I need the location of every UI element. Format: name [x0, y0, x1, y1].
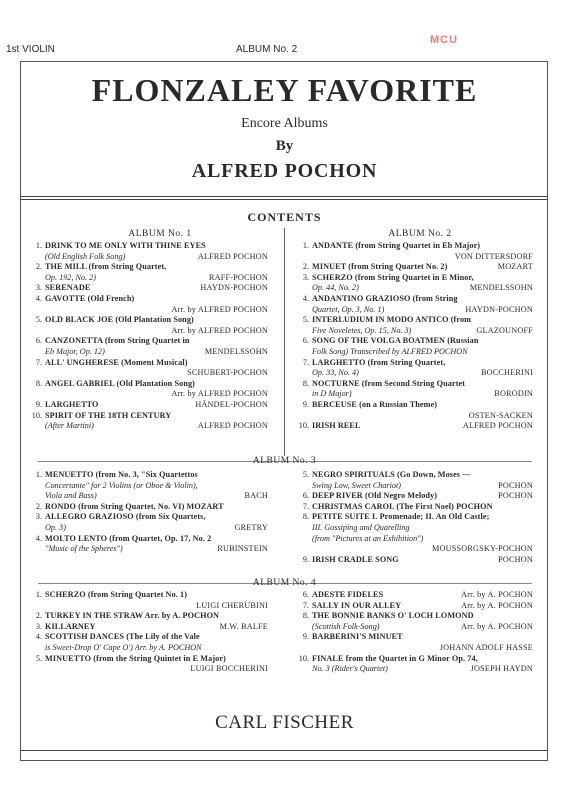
entry-detail: Eb Major, Op. 12) — [45, 346, 105, 356]
entry-number: 5. — [302, 470, 309, 479]
contents-entry — [293, 470, 533, 491]
entry-arranger — [264, 502, 268, 513]
entry-arranger — [264, 643, 268, 654]
entry-arranger: Arr. by ALFRED POCHON — [171, 304, 268, 314]
entry-title: SERENADE — [45, 283, 91, 293]
entry-title: SCHERZO (from String Quartet No. 1) — [45, 590, 188, 599]
entry-arranger — [264, 470, 268, 481]
entry-arranger: Arr. by ALFRED POCHON — [171, 389, 268, 399]
entry-title: LARGHETTO (from String Quartet, — [312, 357, 446, 367]
entry-arranger — [529, 315, 533, 326]
contents-entry — [293, 590, 533, 601]
entry-arranger: Arr. by A. POCHON — [461, 600, 533, 610]
entry-number: 2. — [35, 611, 42, 621]
entry-title: SCHERZO (from String Quartet in E Minor, — [312, 272, 474, 282]
entry-detail: Five Noveletes, Op. 15, No. 3) — [312, 325, 412, 335]
entry-arranger — [264, 534, 268, 545]
entry-arranger — [264, 590, 268, 601]
entry-arranger — [529, 512, 533, 523]
contents-entry — [26, 241, 268, 262]
entry-number: 1. — [35, 241, 42, 250]
entry-number: 10. — [298, 421, 309, 431]
entry-detail: Swing Low, Sweet Chariot) — [312, 480, 402, 490]
entry-number: 6. — [35, 336, 42, 346]
entry-title: TURKEY IN THE STRAW Arr. by A. POCHON — [45, 611, 220, 621]
entry-arranger — [264, 512, 268, 523]
contents-entry — [293, 241, 533, 262]
entry-arranger: GRETRY — [234, 522, 268, 532]
entry-number: 10. — [31, 410, 42, 420]
entry-arranger — [529, 654, 533, 665]
contents-entry — [26, 411, 268, 432]
page-title: FLONZALEY FAVORITE — [91, 72, 478, 108]
entry-arranger — [529, 523, 533, 534]
entry-arranger — [264, 262, 268, 273]
contents-entry — [293, 421, 533, 432]
entry-number: 3. — [35, 621, 42, 631]
author: ALFRED POCHON — [191, 160, 378, 182]
entry-title: SALLY IN OUR ALLEY — [312, 600, 402, 610]
entry-arranger — [264, 481, 268, 492]
entry-arranger: Arr. by A. POCHON — [461, 590, 533, 599]
entry-number: 5. — [302, 315, 309, 325]
entry-number: 3. — [302, 272, 309, 282]
entry-arranger — [264, 358, 268, 369]
contents-entry — [26, 358, 268, 379]
entry-title: PETITE SUITE I. Promenade; II. An Old Castle; — [312, 512, 490, 522]
entry-number: 3. — [35, 283, 42, 293]
entry-number: 6. — [302, 491, 309, 501]
album-label: ALBUM No. 2 — [236, 44, 298, 55]
entry-number: 9. — [35, 400, 42, 409]
entry-detail: (After Martini) — [45, 421, 94, 431]
entry-title: OLD BLACK JOE (Old Plantation Song) — [45, 315, 194, 325]
entry-arranger: RAFF-POCHON — [208, 272, 268, 282]
entry-arranger — [529, 347, 533, 358]
entry-detail: Op. 44, No. 2) — [312, 283, 359, 293]
entry-arranger — [529, 336, 533, 347]
entry-title: DEEP RIVER (Old Negro Melody) — [312, 491, 438, 501]
subtitle: Encore Albums — [241, 116, 328, 131]
contents-entry — [293, 336, 533, 357]
contents-entry — [26, 470, 268, 502]
entry-arranger: MENDELSSOHN — [204, 346, 268, 356]
entry-number: 6. — [302, 590, 309, 599]
entry-arranger: ALFRED POCHON — [462, 421, 533, 431]
entry-title: DRINK TO ME ONLY WITH THINE EYES — [45, 241, 206, 250]
entry-arranger: ALFRED POCHON — [197, 251, 268, 261]
part-label: 1st VIOLIN — [6, 44, 55, 55]
contents-entry — [293, 654, 533, 675]
entry-title: THE MILL (from String Quartet, — [45, 262, 167, 272]
entry-arranger: MOUSSORGSKY-POCHON — [432, 544, 533, 554]
by-line: By — [275, 138, 294, 154]
entry-number: 4. — [35, 294, 42, 303]
entry-arranger: POCHON — [498, 480, 533, 490]
entry-arranger — [529, 294, 533, 305]
entry-arranger — [529, 470, 533, 481]
entry-arranger — [264, 336, 268, 347]
entry-detail: (Old English Folk Song) — [45, 251, 126, 261]
entry-arranger: HÄNDEL-POCHON — [195, 400, 268, 409]
contents-entry — [26, 294, 268, 315]
entry-arranger — [529, 502, 533, 513]
entry-number: 1. — [35, 590, 42, 599]
entry-title: SPIRIT OF THE 18TH CENTURY — [45, 410, 172, 420]
entry-arranger — [264, 294, 268, 305]
stamp-mark: MCU — [430, 34, 459, 46]
entry-number: 8. — [302, 378, 309, 388]
contents-entry — [26, 262, 268, 283]
entry-title: FINALE from the Quartet in G Minor Op. 74, — [312, 653, 478, 663]
entry-title: INTERLUDIUM IN MODO ANTICO (from — [312, 315, 472, 325]
entry-arranger — [529, 534, 533, 545]
entry-arranger: ALFRED POCHON — [197, 421, 268, 431]
contents-entry — [293, 555, 533, 566]
entry-title: RONDO (from String Quartet, No. VI) MOZART — [45, 501, 224, 511]
contents-entry — [26, 622, 268, 633]
entry-title: IRISH REEL — [312, 421, 361, 431]
entry-title: ANDANTE (from String Quartet in Eb Major) — [312, 241, 481, 250]
entry-number: 9. — [302, 632, 309, 642]
album-3-heading: ALBUM No. 3 — [252, 456, 317, 466]
entry-arranger: M.W. BALFE — [219, 621, 268, 631]
divider-top-2 — [20, 199, 548, 200]
entry-arranger: BOCCHERINI — [480, 368, 533, 378]
entry-title: GAVOTTE (Old French) — [45, 294, 135, 303]
entry-number: 1. — [302, 241, 309, 250]
entry-title: MINUETTO (from the String Quintet in E Major) — [45, 653, 226, 663]
entry-number: 3. — [35, 512, 42, 522]
entry-title: KILLARNEY — [45, 621, 96, 631]
album-2-heading: ALBUM No. 2 — [388, 229, 452, 239]
contents-entry — [293, 601, 533, 612]
entry-arranger: POCHON — [498, 554, 533, 564]
entry-number: 4. — [35, 632, 42, 642]
contents-entry — [26, 336, 268, 357]
contents-entry — [293, 632, 533, 653]
contents-entry — [293, 502, 533, 513]
entry-title: MINUET (from String Quartet No. 2) — [312, 262, 448, 272]
entry-title: NEGRO SPIRITUALS (Go Down, Moses — — [312, 470, 471, 479]
entry-arranger — [264, 379, 268, 390]
entry-arranger — [264, 632, 268, 643]
entry-number: 8. — [302, 611, 309, 621]
contents-entry — [293, 358, 533, 379]
entry-number: 2. — [35, 501, 42, 511]
entry-arranger: MOZART — [497, 262, 533, 272]
entry-arranger: LUIGI BOCCHERINI — [190, 664, 268, 674]
entry-number: 6. — [302, 336, 309, 346]
entry-detail: Concertante" for 2 Violins (or Oboe & Violin), — [45, 480, 198, 490]
entry-detail: Quartet, Op. 3, No. 1) — [312, 304, 385, 314]
entry-arranger — [264, 654, 268, 665]
entry-number: 10. — [298, 653, 309, 663]
entry-number: 1. — [35, 470, 42, 479]
entry-number: 4. — [35, 533, 42, 543]
entry-arranger — [264, 241, 268, 252]
entry-arranger — [529, 273, 533, 284]
contents-entry — [293, 512, 533, 554]
entry-arranger: POCHON — [498, 491, 533, 501]
entry-title: SONG OF THE VOLGA BOATMEN (Russian — [312, 336, 479, 346]
entry-arranger: Arr. by A. POCHON — [461, 621, 533, 631]
entry-detail: (Scottish Folk-Song) — [312, 621, 380, 631]
entry-arranger — [529, 379, 533, 390]
entry-arranger — [529, 632, 533, 643]
entry-title: BERCEUSE (on a Russian Theme) — [312, 400, 438, 409]
entry-title: LARGHETTO — [45, 400, 99, 409]
contents-entry — [26, 512, 268, 533]
contents-entry — [26, 632, 268, 653]
contents-entry — [293, 315, 533, 336]
entry-title: NOCTURNE (from Second String Quartet — [312, 378, 466, 388]
contents-entry — [26, 590, 268, 611]
entry-arranger — [529, 358, 533, 369]
entry-arranger — [529, 400, 533, 411]
contents-entry — [293, 294, 533, 315]
album-4-heading: ALBUM No. 4 — [252, 578, 317, 588]
entry-detail: Op. 33, No. 4) — [312, 368, 359, 378]
entry-title: ALLEGRO GRAZIOSO (from Six Quartets, — [45, 512, 206, 522]
entry-detail: Viola and Bass) — [45, 491, 97, 501]
entry-detail: (from "Pictures at an Exhibition") — [312, 533, 424, 543]
entry-arranger: Arr. by ALFRED POCHON — [171, 325, 268, 335]
entry-arranger: MENDELSSOHN — [469, 283, 533, 293]
entry-arranger: BACH — [244, 491, 268, 501]
album-1-heading: ALBUM No. 1 — [128, 229, 192, 239]
contents-entry — [26, 315, 268, 336]
contents-entry — [26, 283, 268, 294]
entry-detail: in D Major) — [312, 389, 352, 399]
entry-title: CHRISTMAS CAROL (The First Noel) POCHON — [312, 501, 493, 511]
entry-arranger — [529, 241, 533, 252]
entry-title: ANDANTINO GRAZIOSO (from String — [312, 294, 458, 303]
entry-title: BARBERINI'S MINUET — [312, 632, 403, 642]
divider-bottom — [20, 750, 548, 751]
contents-entry — [293, 611, 533, 632]
entry-title: THE BONNIE BANKS O' LOCH LOMOND — [312, 611, 474, 621]
entry-arranger: RUBINSTEIN — [217, 544, 268, 554]
contents-entry — [293, 273, 533, 294]
contents-entry — [26, 400, 268, 411]
entry-arranger: HAYDN-POCHON — [200, 283, 268, 293]
contents-entry — [26, 502, 268, 513]
publisher: CARL FISCHER — [215, 712, 354, 733]
entry-arranger: SCHUBERT-POCHON — [187, 368, 268, 378]
entry-arranger — [529, 611, 533, 622]
entry-title: ALL' UNGHERESE (Moment Musical) — [45, 357, 188, 367]
entry-number: 9. — [302, 400, 309, 409]
entry-title: MENUETTO (from No. 3, "Six Quartettos — [45, 470, 198, 479]
entry-arranger: OSTEN-SACKEN — [468, 410, 533, 420]
contents-entry — [26, 654, 268, 675]
entry-number: 5. — [35, 653, 42, 663]
contents-entry — [293, 262, 533, 273]
entry-detail: Folk Song) Transcribed by ALFRED POCHON — [312, 346, 468, 356]
entry-arranger: BORODIN — [494, 389, 533, 399]
entry-number: 7. — [35, 357, 42, 367]
entry-arranger: LUIGI CHERUBINI — [196, 600, 268, 610]
entry-detail: III. Gossiping and Quarelling — [312, 522, 410, 532]
entry-arranger — [264, 411, 268, 422]
entry-number: 7. — [302, 501, 309, 511]
entry-number: 7. — [302, 357, 309, 367]
contents-entry — [293, 379, 533, 400]
entry-number: 7. — [302, 600, 309, 610]
entry-title: MOLTO LENTO (from Quartet, Op. 17, No. 2 — [45, 533, 212, 543]
column-separator — [284, 228, 285, 456]
entry-detail: Op. 192, No. 2) — [45, 272, 96, 282]
entry-arranger: JOSEPH HAYDN — [470, 664, 533, 674]
divider-top — [20, 196, 548, 197]
entry-arranger: JOHANN ADOLF HASSE — [439, 642, 533, 652]
entry-arranger — [264, 611, 268, 622]
contents-entry — [26, 534, 268, 555]
entry-arranger: GLAZOUNOFF — [476, 325, 533, 335]
entry-detail: "Music of the Spheres") — [45, 544, 123, 554]
contents-entry — [26, 379, 268, 400]
entry-detail: Op. 3) — [45, 522, 66, 532]
contents-entry — [293, 400, 533, 421]
entry-number: 9. — [302, 554, 309, 564]
entry-number: 8. — [35, 378, 42, 388]
entry-number: 8. — [302, 512, 309, 522]
entry-title: IRISH CRADLE SONG — [312, 554, 399, 564]
contents-heading: CONTENTS — [247, 210, 322, 224]
entry-number: 5. — [35, 315, 42, 325]
entry-number: 2. — [35, 262, 42, 272]
contents-entry — [293, 491, 533, 502]
entry-arranger — [264, 315, 268, 326]
entry-title: ANGEL GABRIEL (Old Plantation Song) — [45, 378, 195, 388]
entry-arranger: HAYDN-POCHON — [465, 304, 533, 314]
entry-title: ADESTE FIDELES — [312, 590, 384, 599]
contents-entry — [26, 611, 268, 622]
entry-title: SCOTTISH DANCES (The Lily of the Vale — [45, 632, 200, 642]
entry-detail: is Sweet-Drop O' Cape O') Arr. by A. POCHON — [45, 642, 202, 652]
entry-title: CANZONETTA (from String Quartet in — [45, 336, 190, 346]
entry-detail: No. 3 (Rider's Quartet) — [312, 664, 388, 674]
entry-number: 4. — [302, 294, 309, 303]
entry-number: 2. — [302, 262, 309, 272]
entry-arranger: VON DITTERSDORF — [454, 251, 533, 261]
